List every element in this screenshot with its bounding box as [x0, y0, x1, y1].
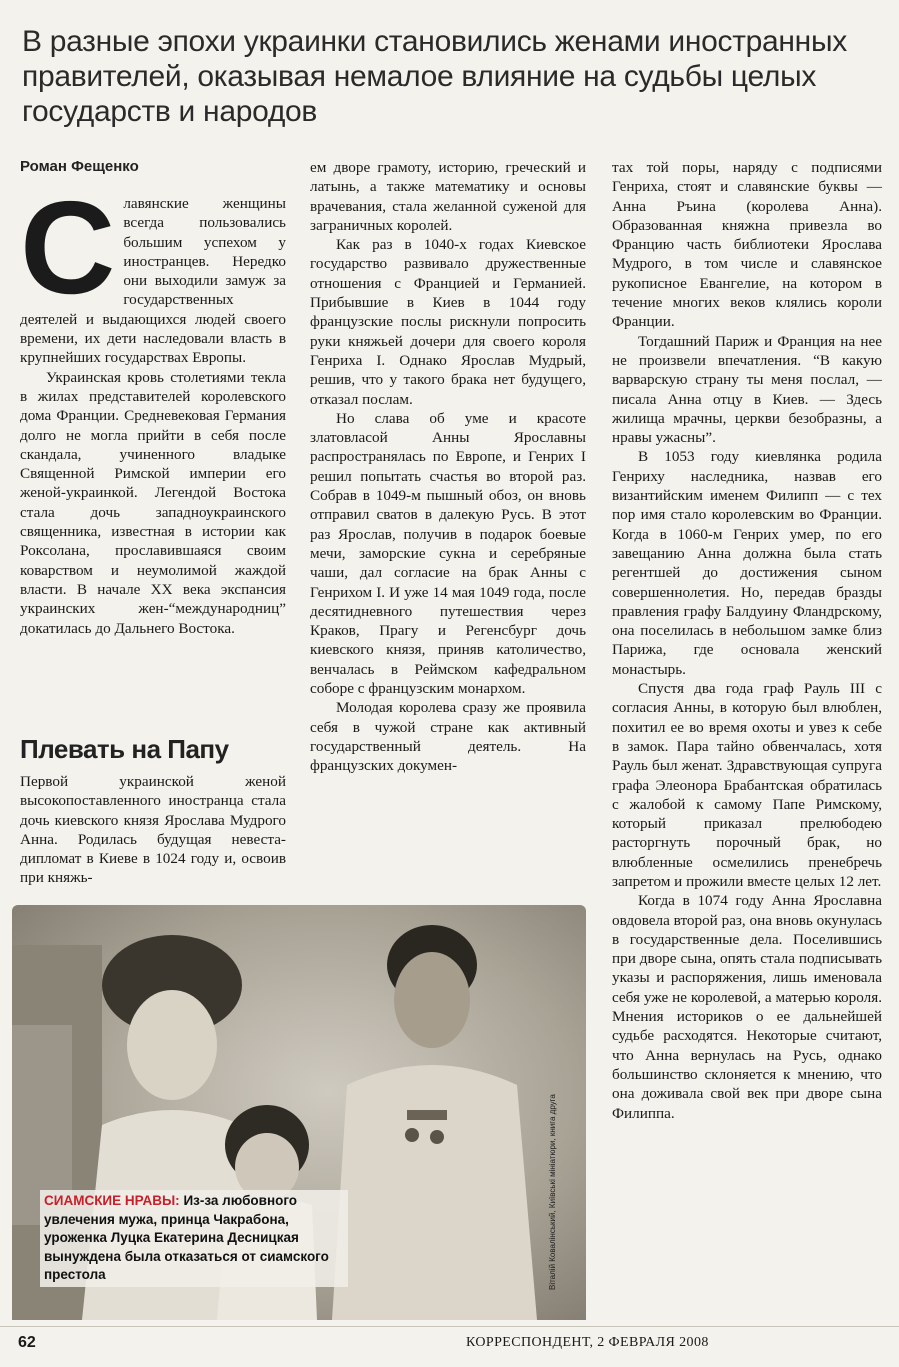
column-1-section: [20, 772, 286, 888]
paragraph: Первой украинской женой высокопоставленного иностранца стала дочь киевского князя Ярослава Мудрого Анна. Родилась будущая невеста-дипломат в Киеве в 1024 году и, освоив при княжь-: [20, 773, 286, 887]
page-number: 62: [18, 1334, 36, 1351]
paragraph: В 1053 году киевлянка родила Генриху наследника, назвав его византийским именем Филипп — с тех пор имя стало королевским во Франции. Когда в 1060-м Генрих умер, по его завещанию Анна должна была стать регентшей до достижения сыном совершеннолетия. Но, передав бразды правления графу Балдуину Фландрскому, она поселилась в небольшом замке близ Парижа, где основала женский монастырь.: [612, 448, 882, 678]
paragraph: тах той поры, наряду с подписями Генриха, стоят и славянские буквы — Анна Ръина (королева Анна). Образованная княжна привезла во Францию часть библиотеки Ярослава Мудрого, в том числе и славянское рукописное Евангелие, на котором в течение многих веков клялись короли Франции.: [612, 159, 882, 331]
paragraph: Украинская кровь столетиями текла в жилах представителей королевского дома Франции. Средневековая Германия долго не могла прийти в себя после скандала, учиненного владыке Священной Римской империи его женой-украинкой. Легендой Востока стала дочь западноукраинского священника, известная в истории как Роксолана, прославившаяся своим коварством и неумолимой жаждой власти. В начале ХХ века экспансия украинских жен-“международниц” докатилась до Дальнего Востока.: [20, 368, 286, 637]
photo-credit: Віталій Ковалінський, Київські мініатюри, книга друга: [548, 1094, 557, 1290]
paragraph: Спустя два года граф Рауль III с согласия Анны, в которую был влюблен, похитил ее во время охоты и увез к себе в замок. Пара тайно обвенчалась, хотя Рауль был женат. Здравствующая супруга графа Элеонора Брабантская обратилась с жалобой к самому Папе Римскому, который приказал прелюбодею расторгнуть порочный брак, но влюбленные осмелились пренебречь запретом и прожили вместе целых 12 лет.: [612, 680, 882, 890]
paragraph: Тогдашний Париж и Франция на нее не произвели впечатления. “В какую варварскую страну ты меня послал, — писала Анна отцу в Киев. — Здесь жилища мрачны, церкви безобразны, а нравы ужасны”.: [612, 332, 882, 447]
paragraph: Молодая королева сразу же проявила себя в чужой стране как активный государственный деятель. На французских докумен-: [310, 699, 586, 775]
paragraph: лавянские женщины всегда пользовались большим успехом у иностранцев. Нередко они выходили замуж за государственных деятелей и выдающихся людей своего времени, их дети наследовали власть в крупнейших государствах Европы.: [20, 195, 286, 367]
caption-text: Из-за любовного увлечения мужа, принца Чакрабона, уроженка Луцка Екатерина Десницкая вынуждена была отказаться от сиамского престола: [44, 1193, 329, 1282]
headline: В разные эпохи украинки становились женами иностранных правителей, оказывая немалое влияние на судьбы целых государств и народов: [22, 25, 847, 128]
paragraph: Когда в 1074 году Анна Ярославна овдовела второй раз, она вновь окунулась в государственные дела. Поселившись при дворе сына, опять стала подписывать указы и распоряжения, лишь именовала себя уже не королевой, а матерью короля. Мнения историков о ее дальнейшей судьбе расходятся. Некоторые считают, что Анна вернулась на Русь, однако большинство склоняется к мнению, что она доживала свой век при дворе сына Филиппа.: [612, 892, 882, 1122]
footer-publication: КОРРЕСПОНДЕНТ, 2 ФЕВРАЛЯ 2008: [466, 1335, 709, 1350]
photo-caption: [40, 1190, 348, 1287]
author-byline: Роман Фещенко: [20, 158, 139, 175]
column-1: [20, 174, 286, 638]
footer-divider: [0, 1326, 899, 1327]
column-2: [310, 158, 586, 776]
paragraph: Как раз в 1040-х годах Киевское государство развивало дружественные отношения с Францией и Германией. Прибывшие в Киев в 1044 году французские послы рискнули попросить руки княжьей дочери для своего короля Генриха I. Однако Ярослав Мудрый, решив, что у такого брака нет будущего, отказал послам.: [310, 236, 586, 408]
paragraph: Но слава об уме и красоте златовласой Анны Ярославны распространялась по Европе, и Генрих I решил попытать счастья во второй раз. Собрав в 1049-м пышный обоз, он вновь отправил сватов в далекую Русь. В этот раз Ярослав, получив в подарок боевые мечи, заморские сукна и серебряные чаши, дал согласие на брак Анны с Генрихом I. И уже 14 мая 1049 года, после десятидневного путешествия через Краков, Прагу и Регенсбург дочь киевского князя, приняв католичество, венчалась в Реймском кафедральном соборе с французским монархом.: [310, 409, 586, 698]
column-3: [612, 158, 882, 1123]
section-subheading: Плевать на Папу: [20, 734, 229, 764]
paragraph: ем дворе грамоту, историю, греческий и латынь, а также математику и основы врачевания, стала желанной суженой для заграничных королей.: [310, 159, 586, 234]
caption-label: СИАМСКИЕ НРАВЫ:: [44, 1193, 180, 1208]
drop-cap: С: [20, 174, 116, 321]
